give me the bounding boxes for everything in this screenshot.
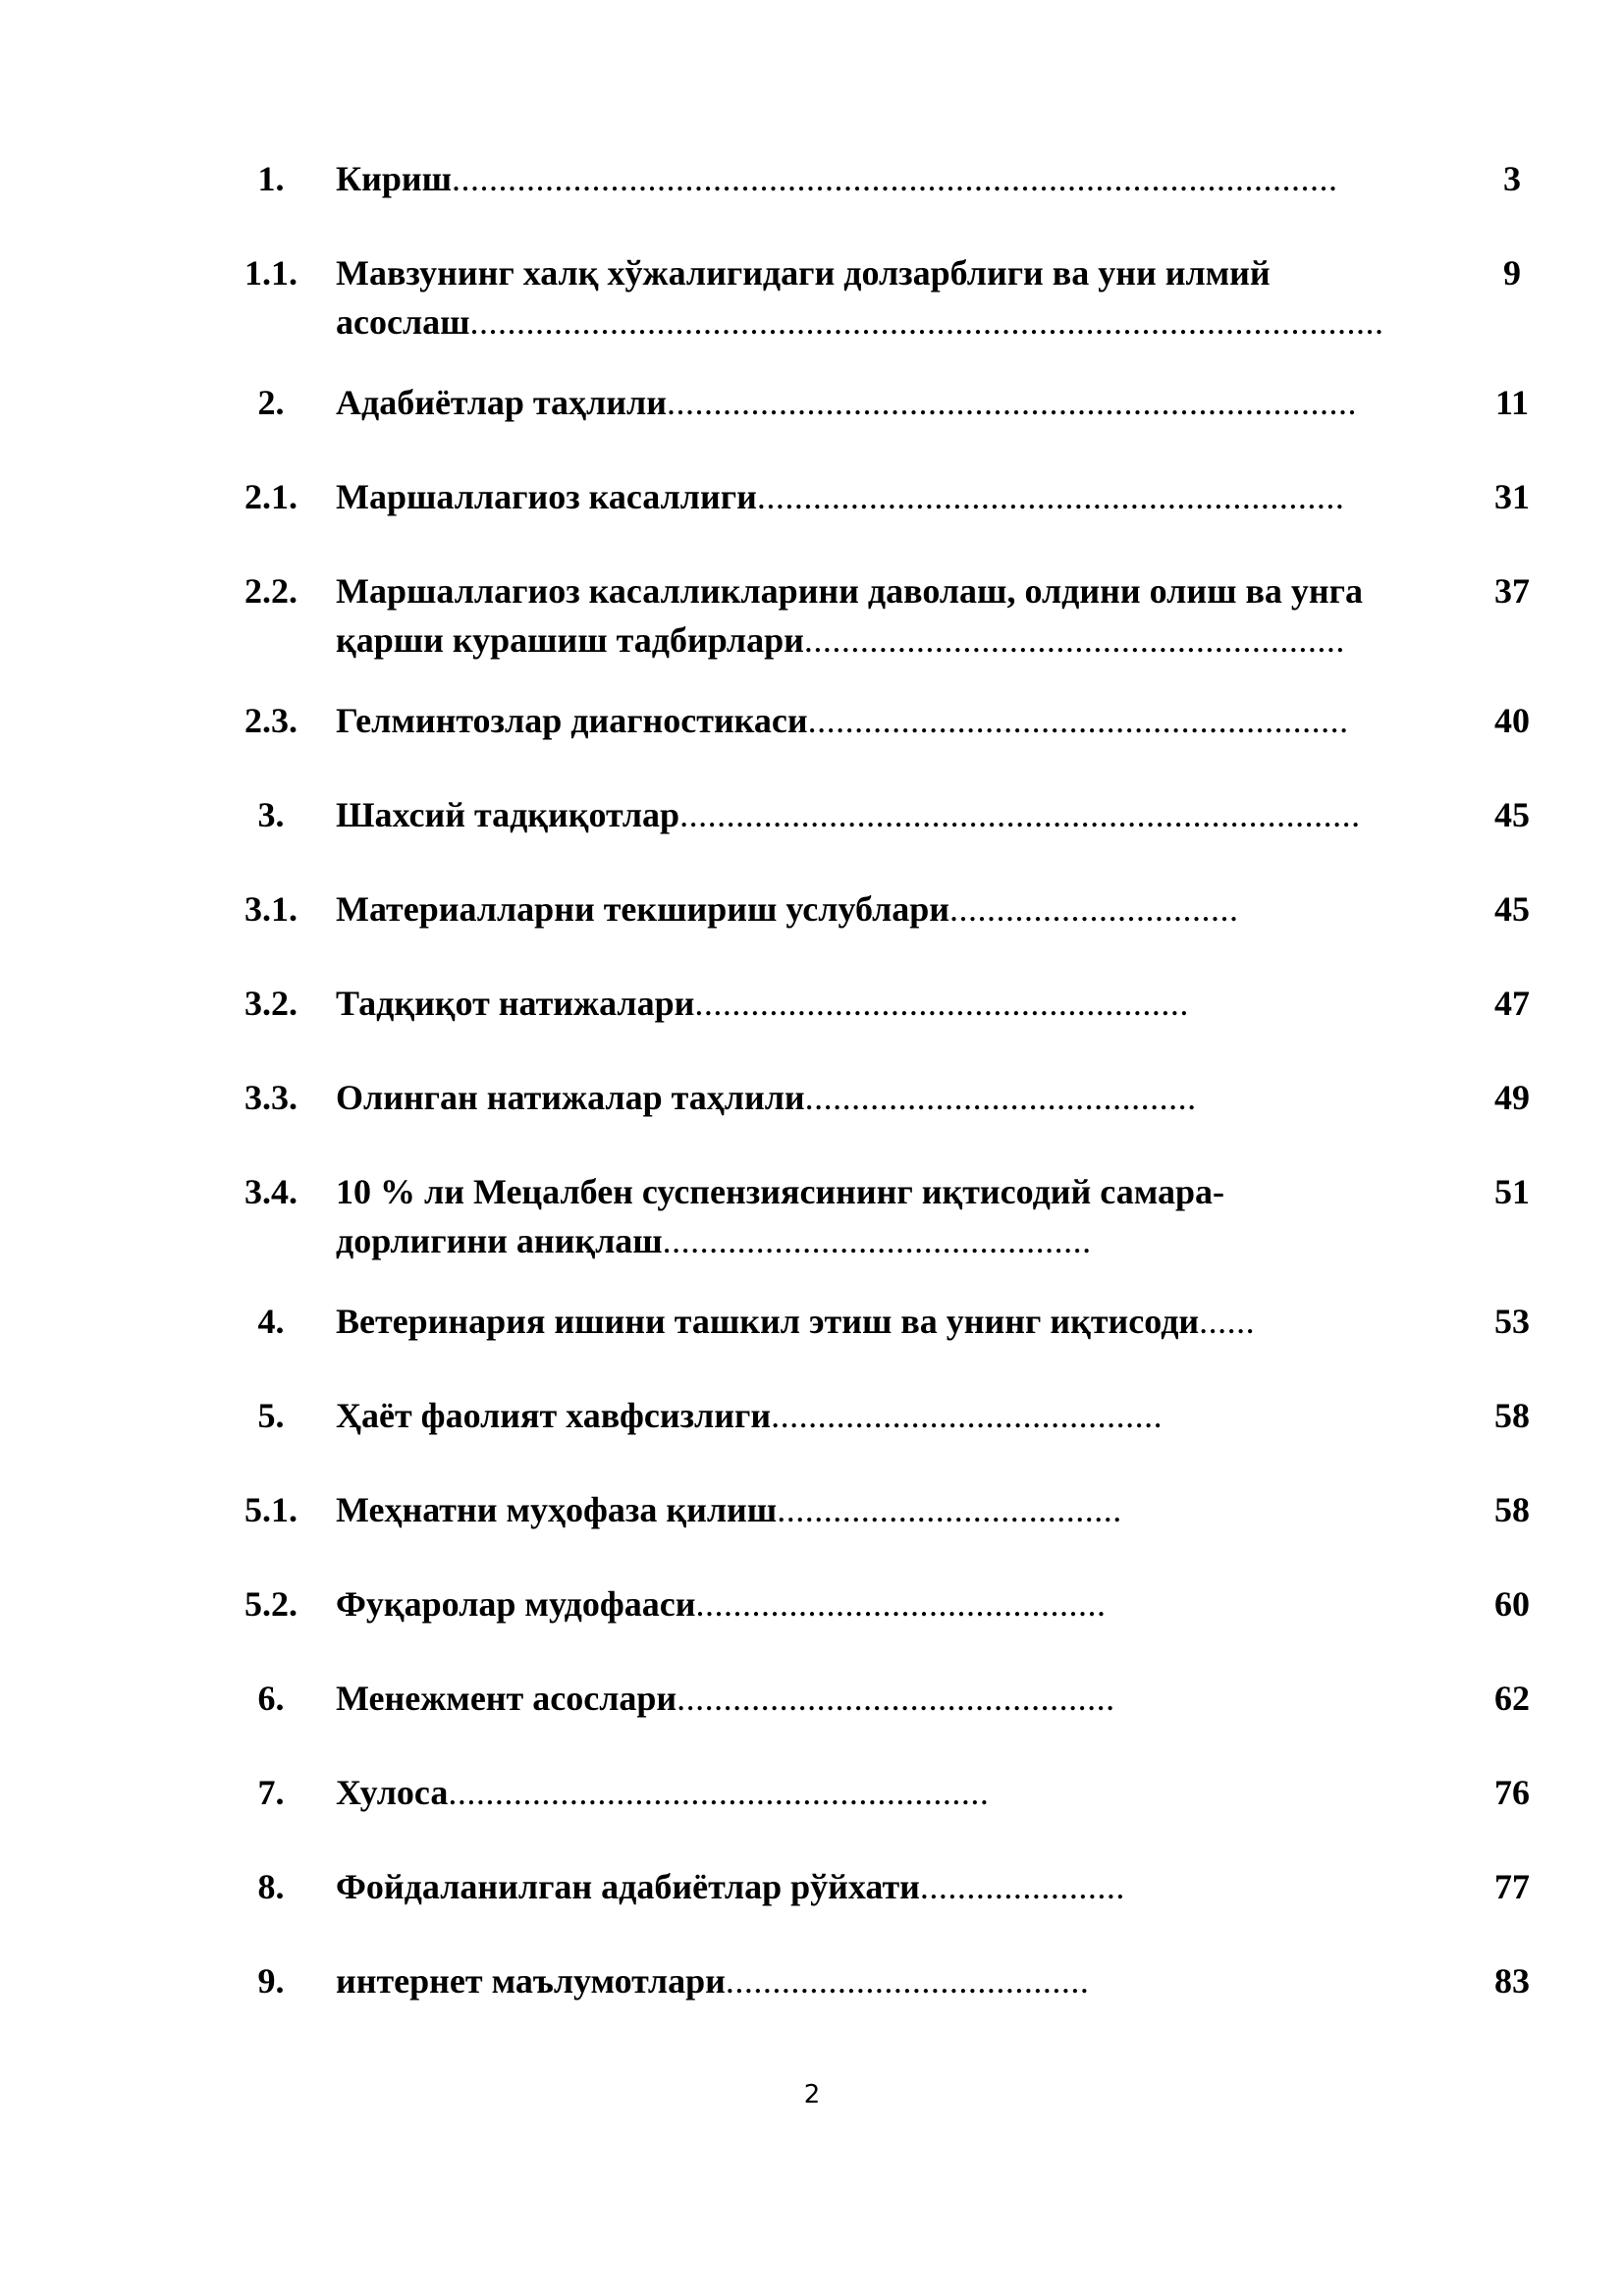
toc-entry-leader-dots: ..................................... <box>777 1490 1122 1529</box>
toc-entry-page: 53 <box>1494 1302 1530 1341</box>
toc-entry-page: 60 <box>1494 1584 1530 1624</box>
toc-entry-leader-dots: .............................................. <box>662 1221 1092 1260</box>
toc-entry-number: 2.2. <box>244 571 298 611</box>
toc-entry-number: 3.2. <box>244 984 298 1023</box>
toc-entry-leader-dots: ...................... <box>919 1867 1125 1906</box>
toc-entry-number: 6. <box>257 1679 285 1718</box>
toc-entry-leader-dots: ..................................................... <box>694 984 1189 1023</box>
toc-entry-title <box>336 790 1477 839</box>
toc-entry-page: 40 <box>1494 701 1530 740</box>
toc-entry-page: 76 <box>1494 1773 1530 1812</box>
toc-entry-number: 7. <box>257 1773 285 1812</box>
toc-entry-page: 58 <box>1494 1396 1530 1435</box>
toc-entry-title-line: Маршаллагиоз касалликларини даволаш, олдини олиш ва унга <box>336 571 1363 611</box>
toc-entry-title-line: Ҳаёт фаолият хавфсизлиги <box>336 1396 772 1435</box>
toc-entry-title-line: 10 % ли Мецалбен суспензиясининг иқтисодий самара- <box>336 1172 1224 1211</box>
toc-entry-leader-dots: .......................................................... <box>807 701 1349 740</box>
toc-entry-title-line: Менежмент асослари <box>336 1679 677 1718</box>
toc-entry-title <box>336 1485 1477 1534</box>
toc-entry-title-line: Мавзунинг халқ хўжалигидаги долзарблиги ва уни илмий <box>336 253 1271 293</box>
toc-entry-number: 3.3. <box>244 1078 298 1117</box>
toc-entry-title <box>336 1391 1477 1440</box>
toc-entry-number: 5.1. <box>244 1490 298 1529</box>
toc-entry-leader-dots: .................................................................................................. <box>469 302 1384 342</box>
toc-entry-title-line: Фуқаролар мудофааси <box>336 1584 696 1624</box>
toc-entry-number: 3. <box>257 795 285 834</box>
toc-entry-title-line: Материалларни текшириш услублари <box>336 889 950 929</box>
toc-entry-title-line: Шахсий тадқиқотлар <box>336 795 680 834</box>
toc-entry-title-line: дорлигини аниқлаш <box>336 1221 663 1260</box>
toc-entry-leader-dots: ............................................................... <box>756 477 1345 516</box>
toc-entry-title <box>336 1956 1477 2005</box>
toc-entry-title-line: Адабиётлар таҳлили <box>336 383 667 422</box>
toc-entry-title <box>336 884 1477 934</box>
toc-entry-title <box>336 979 1477 1028</box>
toc-entry-leader-dots: ............................................ <box>695 1584 1107 1624</box>
toc-entry-leader-dots: ............................... <box>949 889 1239 929</box>
toc-entry-number: 2. <box>257 383 285 422</box>
toc-entry-number: 5. <box>257 1396 285 1435</box>
toc-entry-title-line: Тадқиқот натижалари <box>336 984 695 1023</box>
toc-entry-page: 11 <box>1494 383 1529 422</box>
toc-entry-page: 47 <box>1494 984 1530 1023</box>
toc-entry-title <box>336 472 1477 521</box>
toc-entry-number: 3.4. <box>244 1172 298 1211</box>
toc-entry-leader-dots: .......................................................... <box>448 1773 990 1812</box>
toc-entry-number: 2.1. <box>244 477 298 516</box>
toc-entry-page: 62 <box>1494 1679 1530 1718</box>
toc-entry-number: 1.1. <box>244 253 298 293</box>
toc-entry-page: 58 <box>1494 1490 1530 1529</box>
toc-entry-title-line: Фойдаланилган адабиётлар рўйхати <box>336 1867 920 1906</box>
toc-entry-title-line: Хулоса <box>336 1773 449 1812</box>
toc-entry-title <box>336 1073 1477 1122</box>
toc-entry-title <box>336 566 1477 665</box>
toc-entry-leader-dots: .......................................................................... <box>666 383 1357 422</box>
toc-entry-title <box>336 1579 1477 1629</box>
toc-entry-page: 49 <box>1494 1078 1530 1117</box>
toc-entry-title-line: қарши курашиш тадбирлари <box>336 620 804 660</box>
toc-entry-title <box>336 1674 1477 1723</box>
toc-entry-title <box>336 1768 1477 1817</box>
toc-entry-number: 3.1. <box>244 889 298 929</box>
toc-entry-leader-dots: .......................................... <box>804 1078 1197 1117</box>
toc-entry-page: 37 <box>1494 571 1530 611</box>
toc-entry-leader-dots: ............................................... <box>677 1679 1115 1718</box>
toc-entry-title-line: Ветеринария ишини ташкил этиш ва унинг иқтисоди <box>336 1302 1200 1341</box>
toc-entry-leader-dots: .......................................................... <box>803 620 1345 660</box>
toc-entry-page: 45 <box>1494 889 1530 929</box>
toc-entry-leader-dots: ............................................................................................... <box>452 159 1338 198</box>
toc-entry-number: 8. <box>257 1867 285 1906</box>
toc-entry-page: 83 <box>1494 1961 1530 2001</box>
toc-entry-number: 2.3. <box>244 701 298 740</box>
toc-entry-title-line: интернет маълумотлари <box>336 1961 726 2001</box>
toc-entry-title <box>336 696 1477 745</box>
toc-entry-title-line: Кириш <box>336 159 453 198</box>
toc-entry-leader-dots: ....................................... <box>725 1961 1090 2001</box>
page-number: 2 <box>803 2080 821 2109</box>
toc-entry-number: 4. <box>257 1302 285 1341</box>
toc-entry-leader-dots: ...... <box>1199 1302 1256 1341</box>
toc-entry-title <box>336 154 1477 203</box>
toc-entry-page: 9 <box>1503 253 1521 293</box>
toc-entry-title <box>336 378 1477 427</box>
toc-entry-title-line: Меҳнатни муҳофаза қилиш <box>336 1490 778 1529</box>
toc-entry-page: 31 <box>1494 477 1530 516</box>
toc-entry-page: 45 <box>1494 795 1530 834</box>
toc-entry-leader-dots: .......................................... <box>771 1396 1164 1435</box>
toc-entry-title-line: асослаш <box>336 302 470 342</box>
toc-entry-number: 1. <box>257 159 285 198</box>
toc-entry-title-line: Гелминтозлар диагностикаси <box>336 701 808 740</box>
toc-entry-title <box>336 1862 1477 1911</box>
toc-entry-title-line: Маршаллагиоз касаллиги <box>336 477 757 516</box>
toc-entry-leader-dots: ......................................................................... <box>679 795 1361 834</box>
toc-entry-number: 9. <box>257 1961 285 2001</box>
toc-entry-title-line: Олинган натижалар таҳлили <box>336 1078 805 1117</box>
toc-entry-page: 51 <box>1494 1172 1530 1211</box>
toc-entry-number: 5.2. <box>244 1584 298 1624</box>
toc-entry-page: 3 <box>1503 159 1521 198</box>
toc-entry-title <box>336 248 1477 347</box>
toc-entry-page: 77 <box>1494 1867 1530 1906</box>
toc-entry-title <box>336 1167 1477 1265</box>
toc-entry-title <box>336 1297 1477 1346</box>
